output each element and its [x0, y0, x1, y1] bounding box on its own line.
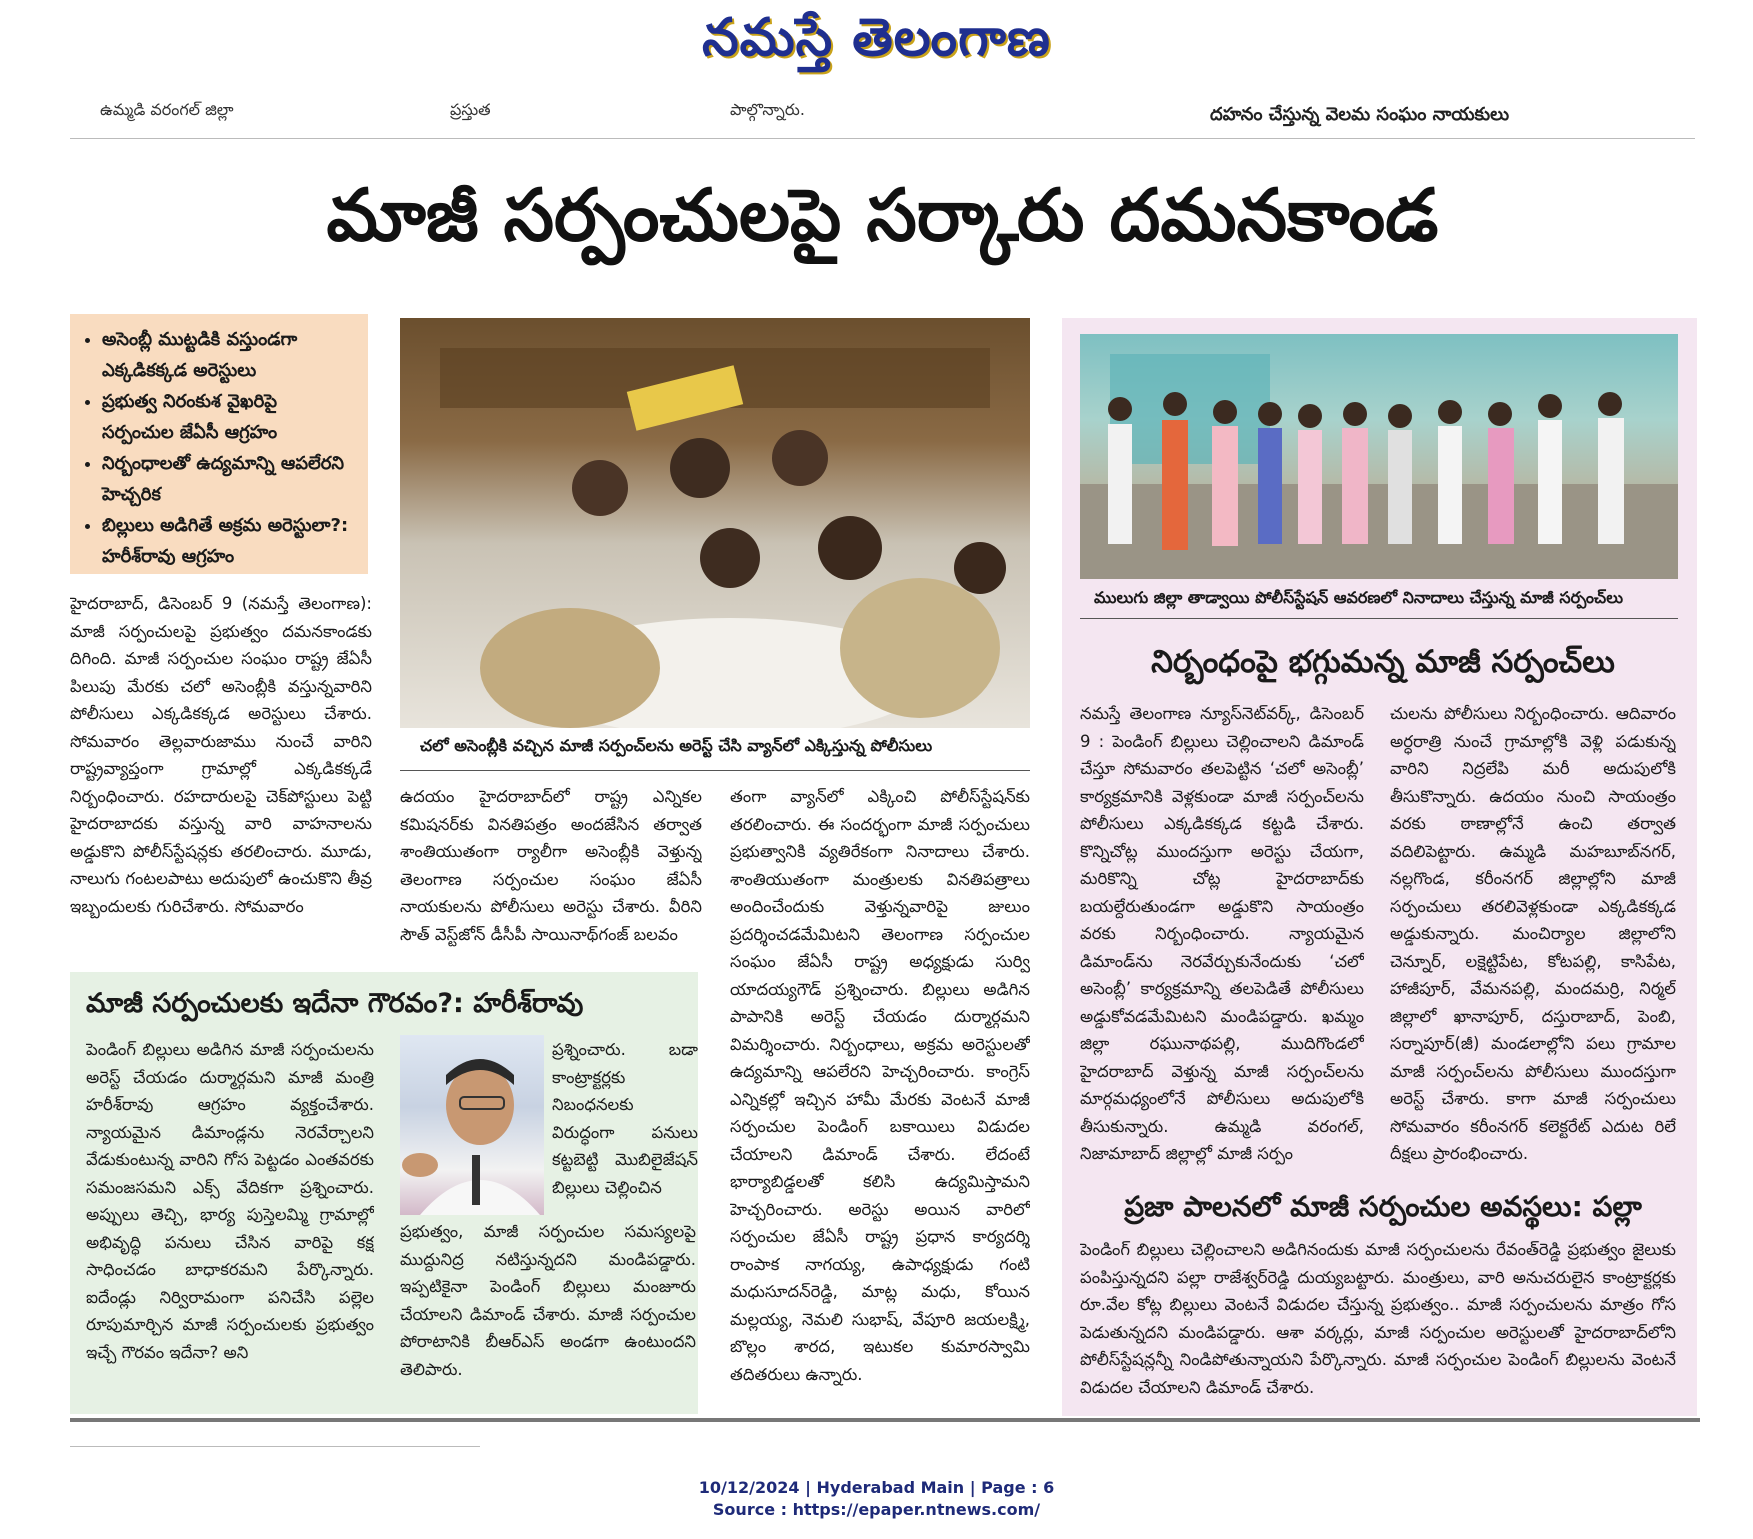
protest-photo-illustration [1080, 334, 1678, 579]
harish-portrait-illustration [400, 1035, 544, 1215]
harish-rao-body-left: పెండింగ్‌ బిల్లులు అడిగిన మాజీ సర్పంచులను అరెస్ట్‌ చేయడం దుర్మార్గమని మాజీ మంత్రి హరీశ్‌రావు ఆగ్రహం వ్యక్తంచేశారు. న్యాయమైన డిమాండ్లను నెరవేర్చాలని వేడుకుంటున్న వారిని గోస పెట్టడం ఎంతవరకు సమంజసమని ఎక్స్‌ వేదికగా ప్రశ్నించారు. అప్పులు తెచ్చి, భార్య పుస్తెలమ్మి గ్రామాల్లో అభివృద్ధి పనులు చేసిన వారిపై కక్ష సాధించడం బాధాకరమని పేర్కొన్నారు. ఐదేండ్లు నిర్విరామంగా పనిచేసి పల్లెల రూపుమార్చిన మాజీ సర్పంచులకు ప్రభుత్వం ఇచ్చే గౌరవం ఇదేనా? అని [86, 1040, 374, 1362]
highlight-item: • బిల్లులు అడిగితే అక్రమ అరెస్టులా?: హరీశ్‌రావు ఆగ్రహం [102, 510, 354, 572]
van-photo-caption: చలో అసెంబ్లీకి వచ్చిన మాజీ సర్పంచ్‌లను అరెస్ట్‌ చేసి వ్యాన్‌లో ఎక్కిస్తున్న పోలీసులు [420, 736, 933, 755]
footer-date-edition: 10/12/2024 | Hyderabad Main | Page : 6 [698, 1478, 1055, 1497]
main-headline: మాజీ సర్పంచులపై సర్కారు దమనకాండ [326, 173, 1439, 257]
footer-source: Source : https://epaper.ntnews.com/ [712, 1500, 1041, 1519]
palla-body: పెండింగ్‌ బిల్లులు చెల్లించాలని అడిగినందుకు మాజీ సర్పంచులను రేవంత్‌రెడ్డి ప్రభుత్వం జైలుకు పంపిస్తున్నదని పల్లా రాజేశ్వర్‌రెడ్డి దుయ్యబట్టారు. మంత్రులు, వారి అనుచరులైన కాంట్రాక్టర్లకు రూ.వేల కోట్ల బిల్లులు వెంటనే విడుదల చేస్తున్న ప్రభుత్వం.. మాజీ సర్పంచులను మాత్రం గోస పెడుతున్నదని మండిపడ్డారు. ఆశా వర్కర్లు, మాజీ సర్పంచుల అరెస్టులతో హైదరాబాద్‌లోని పోలీస్‌స్టేషన్లన్నీ నిండిపోతున్నాయని పేర్కొన్నారు. మాజీ సర్పంచుల పెండింగ్‌ బిల్లులను వెంటనే విడుదల చేయాలని డిమాండ్‌ చేశారు. [1080, 1240, 1676, 1397]
protest-caption-divider [1080, 618, 1678, 619]
harish-rao-body-right-top: ప్రశ్నించారు. బడా కాంట్రాక్టర్లకు నిబంధనలకు విరుద్ధంగా పనులు కట్టబెట్టి మొబిలైజేషన్‌ బిల్లులు చెల్లించిన [552, 1040, 698, 1197]
protest-photo-caption: ములుగు జిల్లా తాడ్వాయి పోలీస్‌స్టేషన్‌ ఆవరణలో నినాదాలు చేస్తున్న మాజీ సర్పంచ్‌లు [1094, 588, 1624, 607]
van-photo-illustration [400, 318, 1030, 728]
restriction-body-col1: నమస్తే తెలంగాణ న్యూస్‌నెట్‌వర్క్‌, డిసెంబర్‌ 9 : పెండింగ్‌ బిల్లులు చెల్లించాలని డిమాండ్‌ చేస్తూ సోమవారం తలపెట్టిన ‘చలో అసెంబ్లీ’ కార్యక్రమానికి వెళ్లకుండా మాజీ సర్పంచ్‌లను పోలీసులు ఎక్కడికక్కడ కట్టడి చేశారు. కొన్నిచోట్ల ముందస్తుగా అరెస్టు చేయగా, మరికొన్ని చోట్ల హైదరాబాద్‌కు బయల్దేరుతుండగా అడ్డుకొని సాయంత్రం వరకు నిర్బంధించారు. న్యాయమైన డిమాండ్‌ను నెరవేర్చుకునేందుకు ‘చలో అసెంబ్లీ’ కార్యక్రమాన్ని తలపెడితే పోలీసులు అడ్డుకోవడమేమిటని మండిపడ్డారు. ఖమ్మం జిల్లా రఘునాథపల్లి, ముదిగొండలో హైదరాబాద్‌ వెళ్తున్న మాజీ సర్పంచ్‌లను మార్గమధ్యంలోనే పోలీసులు అదుపులోకి తీసుకున్నారు. ఉమ్మడి వరంగల్‌, నిజామాబాద్‌ జిల్లాల్లో మాజీ సర్పం [1080, 704, 1364, 1163]
top-strip-col2: ప్రస్తుత [450, 100, 491, 119]
main-article-col1: హైదరాబాద్‌, డిసెంబర్‌ 9 (నమస్తే తెలంగాణ): మాజీ సర్పంచులపై ప్రభుత్వం దమనకాండకు దిగింది. మాజీ సర్పంచుల సంఘం రాష్ట్ర జేఏసీ పిలుపు మేరకు చలో అసెంబ్లీకి వస్తున్నవారిని పోలీసులు ఎక్కడికక్కడ అరెస్టులు చేశారు. సోమవారం తెల్లవారుజాము నుంచే వారిని రాష్ట్రవ్యాప్తంగా గ్రామాల్లో ఎక్కడికక్కడే నిర్బంధించారు. రహదారులపై చెక్‌పోస్టులు పెట్టి హైదరాబాదకు వస్తున్న వారి వాహనాలను అడ్డుకొని పోలీస్‌స్టేషన్లకు తరలించారు. మూడు, నాలుగు గంటలపాటు అదుపులో ఉంచుకొని తీవ్ర ఇబ్బందులకు గురిచేశారు. సోమవారం [70, 594, 372, 916]
next-story-rule [70, 1446, 480, 1447]
protest-photo [1080, 334, 1678, 579]
highlights-box [70, 314, 368, 574]
highlights-list [84, 324, 354, 572]
top-strip-col1: ఉమ్మడి వరంగల్‌ జిల్లా [100, 100, 234, 119]
top-strip-col3: పాల్గొన్నారు. [730, 100, 805, 119]
highlight-item: • అసెంబ్లీ ముట్టడికి వస్తుండగా ఎక్కడికక్కడ అరెస్టులు [102, 324, 354, 386]
restriction-body-col2: చులను పోలీసులు నిర్బంధించారు. ఆదివారం అర్ధరాత్రి నుంచే గ్రామాల్లోకి వెళ్లి పడుకున్న వారిని నిద్రలేపి మరీ అదుపులోకి తీసుకొన్నారు. ఉదయం నుంచి సాయంత్రం వరకు ఠాణాల్లోనే ఉంచి తర్వాత వదిలిపెట్టారు. ఉమ్మడి మహబూబ్‌నగర్‌, నల్లగొండ, కరీంనగర్‌ జిల్లాల్లోని మాజీ సర్పంచులు తరలివెళ్లకుండా ఎక్కడికక్కడ అడ్డుకున్నారు. మంచిర్యాల జిల్లాలోని చెన్నూర్‌, లక్షెట్టిపేట, కోటపల్లి, కాసిపేట, హాజీపూర్‌, వేమనపల్లి, మందమర్రి, నిర్మల్‌ జిల్లాలో ఖానాపూర్‌, దస్తురాబాద్‌, పెంబి, సర్నాపూర్‌(జీ) మండలాల్లోని పలు గ్రామాల మాజీ సర్పంచ్‌లను పోలీసులు ముందస్తుగా అరెస్ట్‌ చేశారు. కాగా మాజీ సర్పంచులు సోమవారం కరీంనగర్‌ కలెక్టరేట్‌ ఎదుట రిలే దీక్షలు ప్రారంభించారు. [1390, 704, 1676, 1163]
harish-rao-photo [400, 1035, 544, 1215]
harish-rao-body-right-bottom: ప్రభుత్వం, మాజీ సర్పంచుల సమస్యలపై ముద్దునిద్ర నటిస్తున్నదని మండిపడ్డారు. ఇప్పటికైనా పెండింగ్‌ బిల్లులు మంజూరు చేయాలని డిమాండ్‌ చేశారు. మాజీ సర్పంచుల పోరాటానికి బీఆర్‌ఎస్‌ అండగా ఉంటుందని తెలిపారు. [400, 1222, 696, 1379]
highlight-item: • ప్రభుత్వ నిరంకుశ వైఖరిపై సర్పంచుల జేఏసీ ఆగ్రహం [102, 386, 354, 448]
top-strip [70, 100, 1695, 139]
top-strip-caption: దహనం చేస్తున్న వెలమ సంఘం నాయకులు [1210, 104, 1510, 125]
highlight-item: • నిర్బంధాలతో ఉద్యమాన్ని ఆపలేరని హెచ్చరిక [102, 448, 354, 510]
masthead-logo: నమస్తే తెలంగాణ [702, 8, 1051, 68]
caption-divider [400, 770, 1030, 771]
palla-title: ప్రజా పాలనలో మాజీ సర్పంచుల అవస్థలు: పల్లా [1124, 1190, 1642, 1223]
harish-rao-title: మాజీ సర్పంచులకు ఇదేనా గౌరవం?: హరీశ్‌రావు [86, 988, 584, 1019]
restriction-title: నిర్బంధంపై భగ్గుమన్న మాజీ సర్పంచ్‌లు [1151, 644, 1615, 680]
bottom-divider [70, 1418, 1700, 1422]
main-article-col3: తంగా వ్యాన్‌లో ఎక్కించి పోలీస్‌స్టేషన్‌కు తరలించారు. ఈ సందర్భంగా మాజీ సర్పంచులు ప్రభుత్వానికి వ్యతిరేకంగా నినాదాలు చేశారు. శాంతియుతంగా మంత్రులకు వినతిపత్రాలు అందించేందుకు వెళ్తున్నవారిపై జులుం ప్రదర్శించడమేమిటని తెలంగాణ సర్పంచుల సంఘం జేఏసీ రాష్ట్ర అధ్యక్షుడు సుర్వి యాదయ్యగౌడ్‌ ప్రశ్నించారు. బిల్లులు అడిగిన పాపానికి అరెస్ట్‌ చేయడం దుర్మార్గమని విమర్శించారు. నిర్బంధాలు, అక్రమ అరెస్టులతో ఉద్యమాన్ని ఆపలేరని హెచ్చరించారు. కాంగ్రెస్‌ ఎన్నికల్లో ఇచ్చిన హామీ మేరకు వెంటనే మాజీ సర్పంచుల పెండింగ్‌ బకాయిలు విడుదల చేయాలని డిమాండ్‌ చేశారు. లేదంటే భార్యాబిడ్డలతో కలిసి ఉద్యమిస్తామని హెచ్చరించారు. అరెస్టు అయిన వారిలో సర్పంచుల జేఏసీ రాష్ట్ర ప్రధాన కార్యదర్శి రాంపాక నాగయ్య, ఉపాధ్యక్షుడు గంటి మధుసూదన్‌రెడ్డి, మాట్ల మధు, కోయిన మల్లయ్య, నెమలి సుభాష్‌, వేపూరి జయలక్ష్మి, బొల్లం శారద, ఇటుకల కుమారస్వామి తదితరులు ఉన్నారు. [730, 787, 1030, 1384]
van-arrest-photo [400, 318, 1030, 728]
main-article-col2: ఉదయం హైదరాబాద్‌లో రాష్ట్ర ఎన్నికల కమిషనర్‌కు వినతిపత్రం అందజేసిన తర్వాత శాంతియుతంగా ర్యాలీగా అసెంబ్లీకి వెళ్తున్న తెలంగాణ సర్పంచుల సంఘం జేఏసీ నాయకులను పోలీసులు అరెస్టు చేశారు. వీరిని సౌత్‌ వెస్ట్‌జోన్‌ డీసీపీ సాయినాథ్‌గంజ్‌ బలవం [400, 787, 702, 944]
